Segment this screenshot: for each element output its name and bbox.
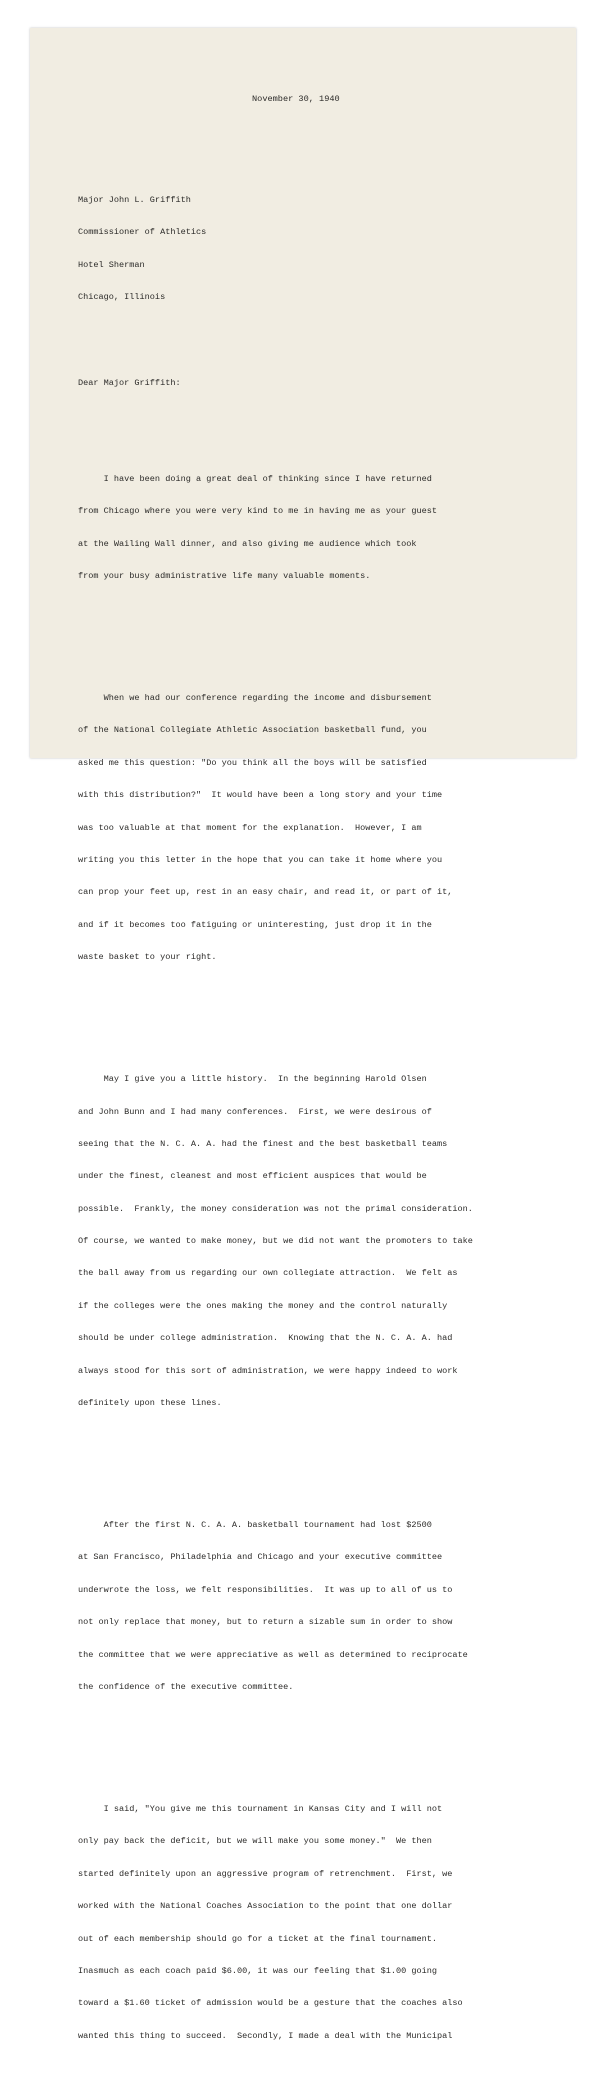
- text-line: asked me this question: "Do you think all the boys will be satisfied: [78, 757, 427, 768]
- text-line: started definitely upon an aggressive program of retrenchment. First, we: [78, 1868, 453, 1879]
- address-line: Hotel Sherman: [78, 259, 145, 270]
- text-line: definitely upon these lines.: [78, 1398, 222, 1409]
- text-line: was too valuable at that moment for the explanation. However, I am: [78, 822, 422, 833]
- paragraph: [78, 452, 548, 603]
- address-line: Major John L. Griffith: [78, 194, 191, 205]
- address-line: Chicago, Illinois: [78, 291, 166, 302]
- text-line: with this distribution?" It would have been a long story and your time: [78, 790, 443, 801]
- text-line: from your busy administrative life many valuable moments.: [78, 571, 371, 582]
- text-line: if the colleges were the ones making the money and the control naturally: [78, 1300, 448, 1311]
- text-line: at the Wailing Wall dinner, and also giving me audience which took: [78, 538, 417, 549]
- text-line: wanted this thing to succeed. Secondly, I made a deal with the Municipal: [78, 2030, 453, 2041]
- recipient-address: [78, 173, 548, 324]
- letter-page: [30, 28, 576, 2041]
- text-line: May I give you a little history. In the beginning Harold Olsen: [78, 1074, 427, 1085]
- text-line: worked with the National Coaches Association to the point that one dollar: [78, 1901, 453, 1912]
- text-line: toward a $1.60 ticket of admission would be a gesture that the coaches also: [78, 1998, 463, 2009]
- text-line: waste basket to your right.: [78, 952, 217, 963]
- paragraph: [78, 671, 548, 984]
- text-line: of the National Collegiate Athletic Association basketball fund, you: [78, 725, 427, 736]
- text-line: the confidence of the executive committee.: [78, 1681, 294, 1692]
- text-line: Of course, we wanted to make money, but we did not want the promoters to take: [78, 1236, 473, 1247]
- paragraph: [78, 1782, 548, 2063]
- text-line: possible. Frankly, the money consideration was not the primal consideration.: [78, 1203, 473, 1214]
- salutation: Dear Major Griffith:: [78, 377, 181, 388]
- paragraph: [78, 1498, 548, 1714]
- text-line: underwrote the loss, we felt responsibilities. It was up to all of us to: [78, 1584, 453, 1595]
- text-line: under the finest, cleanest and most efficient auspices that would be: [78, 1171, 427, 1182]
- text-line: only pay back the deficit, but we will make you some money." We then: [78, 1836, 432, 1847]
- text-line: at San Francisco, Philadelphia and Chicago and your executive committee: [78, 1552, 443, 1563]
- text-line: After the first N. C. A. A. basketball tournament had lost $2500: [78, 1520, 432, 1531]
- letter-date: November 30, 1940: [252, 94, 340, 104]
- text-line: I have been doing a great deal of thinking since I have returned: [78, 473, 432, 484]
- text-line: the committee that we were appreciative as well as determined to reciprocate: [78, 1649, 468, 1660]
- text-line: can prop your feet up, rest in an easy chair, and read it, or part of it,: [78, 887, 453, 898]
- text-line: from Chicago where you were very kind to me in having me as your guest: [78, 506, 438, 517]
- text-line: always stood for this sort of administration, we were happy indeed to work: [78, 1365, 458, 1376]
- text-line: the ball away from us regarding our own collegiate attraction. We felt as: [78, 1268, 458, 1279]
- text-line: seeing that the N. C. A. A. had the finest and the best basketball teams: [78, 1138, 448, 1149]
- text-line: I said, "You give me this tournament in Kansas City and I will not: [78, 1803, 443, 1814]
- address-line: Commissioner of Athletics: [78, 227, 207, 238]
- text-line: not only replace that money, but to return a sizable sum in order to show: [78, 1617, 453, 1628]
- text-line: and John Bunn and I had many conferences. First, we were desirous of: [78, 1106, 432, 1117]
- text-line: out of each membership should go for a ticket at the final tournament.: [78, 1933, 438, 1944]
- text-line: When we had our conference regarding the income and disbursement: [78, 693, 432, 704]
- text-line: should be under college administration. Knowing that the N. C. A. A. had: [78, 1333, 453, 1344]
- letter-body: [78, 90, 548, 2085]
- paragraph: [78, 1053, 548, 1431]
- text-line: writing you this letter in the hope that you can take it home where you: [78, 855, 443, 865]
- text-line: and if it becomes too fatiguing or uninteresting, just drop it in the: [78, 919, 432, 930]
- text-line: Inasmuch as each coach paid $6.00, it was our feeling that $1.00 going: [78, 1965, 438, 1976]
